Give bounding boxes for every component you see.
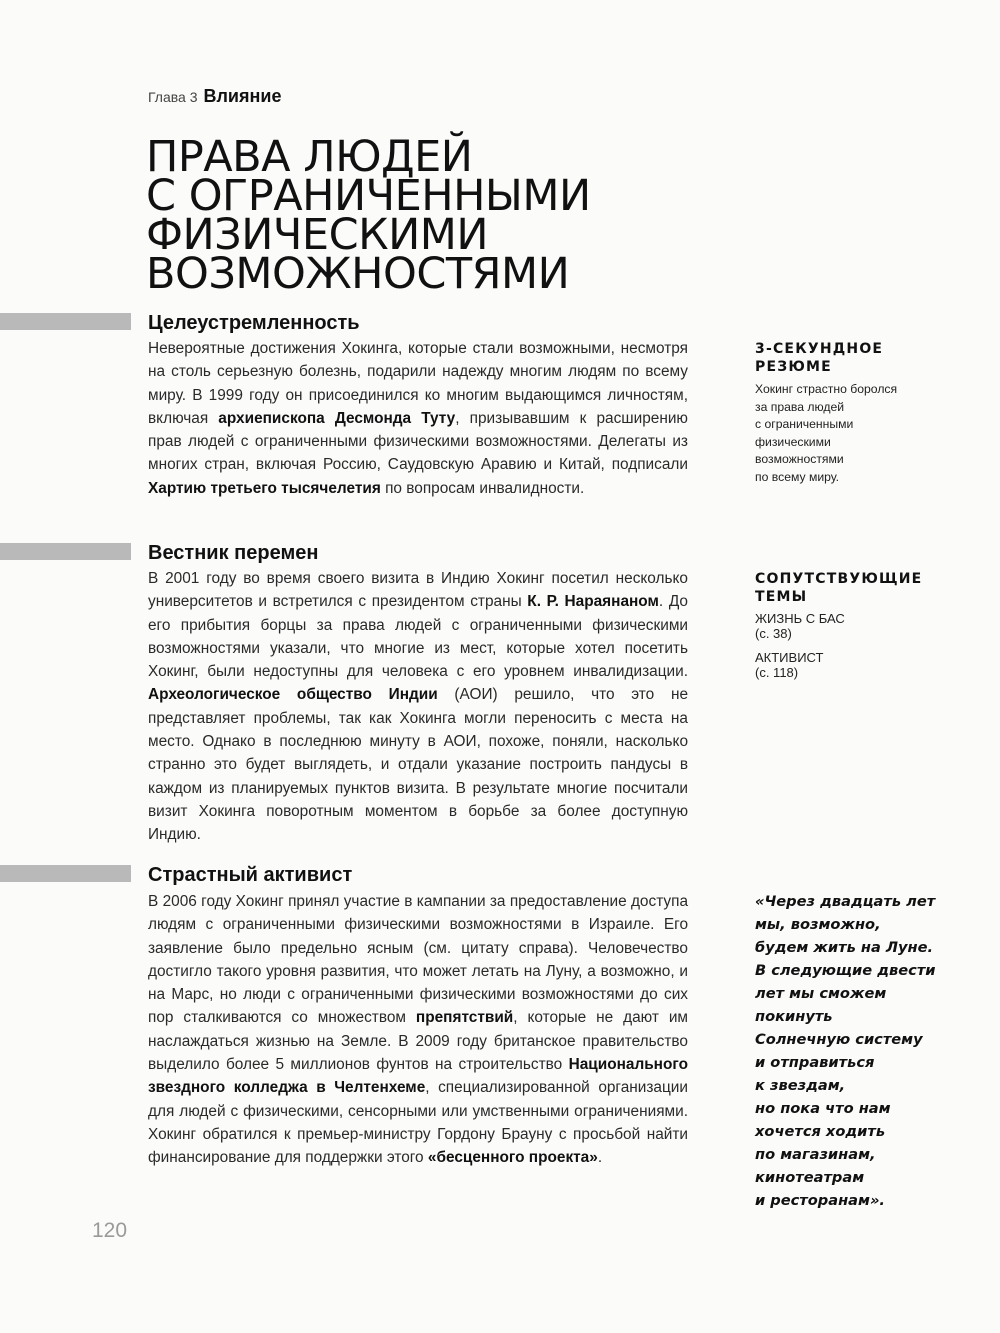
body-text: В 2001 году во время своего визита в Индию Хокинг посетил несколько университетов и встретился с президентом страны xyxy=(148,570,688,611)
section-marker-bar xyxy=(0,865,131,882)
body-text: В 2006 году Хокинг принял участие в кампании за предоставление доступа людям с ограниченными физическими возможностями в Израиле. Его заявление было предельно ясным (см. цитату справа). Человечество достигло такого уровня развития, что может летать на Луну, а возможно, и на Марс, но люди с ограниченными физическими возможностями до сих пор сталкиваются со множеством xyxy=(148,893,688,1027)
body-text: по вопросам инвалидности. xyxy=(380,479,585,497)
related-topic[interactable] xyxy=(755,611,955,641)
related-topics-label-line: ТЕМЫ xyxy=(755,589,808,605)
summary-text xyxy=(755,381,925,486)
summary-text-line: за права людей xyxy=(755,399,845,414)
body-text: , призывавшим к расширению прав людей с ограниченными физическими возможностями. Делегаты из многих стран, включая Россию, Саудовскую Аравию и Китай, подписали xyxy=(148,409,688,474)
section-marker-bar xyxy=(0,543,131,560)
section-heading: Страстный активист xyxy=(148,864,353,886)
body-text: , специализированной организации для людей с физическими, сенсорными или умственными ограничениями. Хокинг обратился к премьер-министру Гордону Брауну с просьбой найти финансирование для поддержки этого xyxy=(148,1079,688,1167)
quote-line: «Через двадцать лет xyxy=(755,893,936,910)
section-marker-bar xyxy=(0,313,131,330)
quote-line: и отправиться xyxy=(755,1054,875,1071)
quote-line: хочется ходить xyxy=(755,1123,886,1140)
emphasized-term: архиепископа Десмонда Туту xyxy=(218,409,456,427)
related-topic-title: АКТИВИСТ xyxy=(755,650,824,665)
quote-line: лет мы сможем xyxy=(755,985,887,1002)
related-topic-title: ЖИЗНЬ С БАС xyxy=(755,611,845,626)
chapter-name: Влияние xyxy=(203,86,282,106)
body-text: (АОИ) решило, что это не представляет проблемы, так как Хокинга могли переносить с места на место. Однако в последнюю минуту в АОИ, похоже, поняли, насколько странно это будет выглядеть, и отдали указание построить пандусы в каждом из планируемых пунктов визита. В результате многие посчитали визит Хокинга поворотным моментом в борьбе за более доступную Индию. xyxy=(148,686,689,844)
quote-line: В следующие двести xyxy=(755,962,936,979)
related-topic-page: (с. 118) xyxy=(755,665,799,680)
pull-quote xyxy=(755,890,985,1212)
page-title xyxy=(146,132,706,299)
emphasized-term: «бесценного проекта» xyxy=(427,1149,598,1167)
summary-text-line: Хокинг страстно боролся xyxy=(755,382,898,396)
section-body xyxy=(148,567,688,847)
emphasized-term: К. Р. Нараянаном xyxy=(527,593,659,611)
summary-text-line: по всему миру. xyxy=(755,469,840,484)
chapter-number: Глава 3 xyxy=(148,89,198,105)
title-line: ВОЗМОЖНОСТЯМИ xyxy=(146,249,570,299)
quote-line: покинуть xyxy=(755,1008,833,1025)
quote-line: но пока что нам xyxy=(755,1100,891,1117)
section-body xyxy=(148,337,688,500)
body-text: Невероятные достижения Хокинга, которые стали возможными, несмотря на столь серьезную болезнь, подарили надежду многим людям по всему миру. В 1999 году он присоединился ко многим выдающимся личностям, включая xyxy=(148,340,688,427)
summary-text-line: физическими xyxy=(755,434,831,449)
section-heading: Целеустремленность xyxy=(148,312,360,334)
page-number: 120 xyxy=(92,1219,128,1242)
summary-label xyxy=(755,340,955,376)
section-heading: Вестник перемен xyxy=(148,542,319,564)
section-body xyxy=(148,890,688,1170)
body-text: , которые не дают им наслаждаться жизнью на Земле. В 2009 году британское правительство выделило более 5 миллионов фунтов на строительство xyxy=(148,1009,689,1074)
quote-line: к звездам, xyxy=(755,1077,846,1094)
summary-text-line: с ограниченными xyxy=(755,417,854,431)
quote-line: по магазинам, xyxy=(755,1146,876,1163)
quote-line: кинотеатрам xyxy=(755,1169,865,1186)
body-text: . До его прибытия борцы за права людей с ограниченными физическими возможностями указали, что многие из мест, которые хотел посетить Хокинг, были недоступны для человека с его уровнем инвалидизации. xyxy=(148,593,688,681)
title-line: ФИЗИЧЕСКИМИ xyxy=(146,210,489,260)
quote-line: будем жить на Луне. xyxy=(755,939,934,956)
related-topic-page: (с. 38) xyxy=(755,626,792,641)
summary-label-line: РЕЗЮМЕ xyxy=(755,359,832,375)
related-topics-label xyxy=(755,570,955,606)
quote-line: мы, возможно, xyxy=(755,916,881,933)
emphasized-term: Национального звездного колледжа в Челтенхеме xyxy=(148,1056,688,1097)
summary-label-line: 3-СЕКУНДНОЕ xyxy=(755,341,884,357)
emphasized-term: препятствий xyxy=(415,1009,514,1027)
quote-line: Солнечную систему xyxy=(755,1031,923,1048)
chapter-header xyxy=(148,86,281,107)
related-topic[interactable] xyxy=(755,650,955,680)
summary-text-line: возможностями xyxy=(755,452,844,466)
body-text: . xyxy=(597,1149,603,1167)
title-line: ПРАВА ЛЮДЕЙ xyxy=(146,132,473,182)
emphasized-term: Археологическое общество Индии xyxy=(148,686,438,704)
quote-line: и ресторанам». xyxy=(755,1192,885,1209)
title-line: С ОГРАНИЧЕННЫМИ xyxy=(146,171,591,221)
related-topics-label-line: СОПУТСТВУЮЩИЕ xyxy=(755,571,923,587)
emphasized-term: Хартию третьего тысячелетия xyxy=(148,479,381,497)
